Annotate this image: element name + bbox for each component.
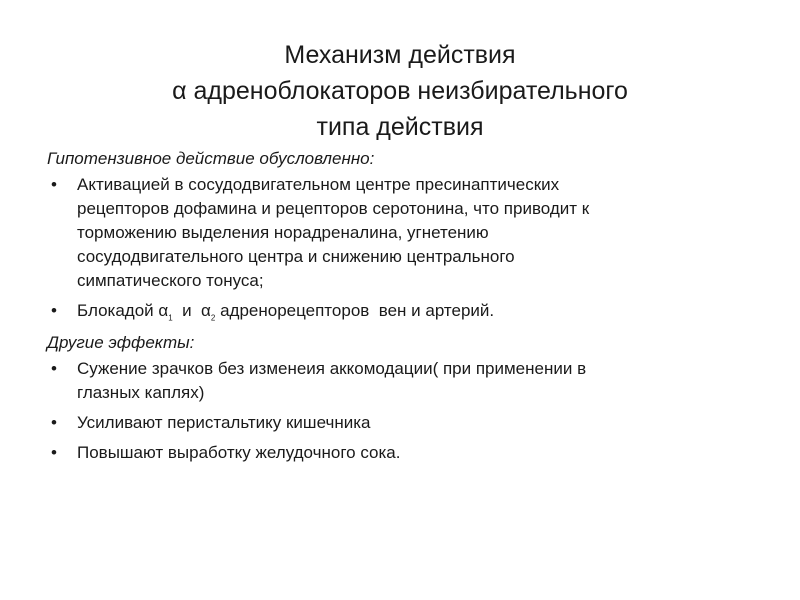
bullet-line: сосудодвигательного центра и снижению центрального	[77, 247, 515, 266]
bullet-line: Сужение зрачков без изменеия аккомодации( при применении в	[77, 359, 587, 378]
section-heading-other-effects: Другие эффекты:	[47, 333, 195, 352]
bullet-text-prefix: Блокадой α	[77, 301, 169, 320]
other-effects-list	[47, 357, 767, 465]
section-heading-hypotensive: Гипотензивное действие обусловленно:	[47, 149, 375, 168]
list-item	[47, 357, 767, 405]
bullet-line: торможению выделения норадреналина, угнетению	[77, 223, 489, 242]
hypotensive-list	[47, 173, 767, 323]
bullet-line: Активацией в сосудодвигательном центре пресинаптических	[77, 175, 560, 194]
list-item	[47, 173, 767, 293]
title-line-1: Механизм действия	[284, 40, 516, 69]
list-item: • Усиливают перистальтику кишечника	[47, 411, 767, 435]
subscript-1: 1	[168, 313, 173, 323]
slide-title	[90, 37, 710, 145]
subscript-2: 2	[210, 313, 216, 323]
bullet-text-suffix: адренорецепторов вен и артерий.	[215, 301, 495, 320]
slide-content	[47, 145, 767, 471]
bullet-line: симпатического тонуса;	[77, 271, 264, 290]
list-item: • Повышают выработку желудочного сока.	[47, 441, 767, 465]
title-line-3: типа действия	[316, 112, 484, 141]
bullet-line: рецепторов дофамина и рецепторов серотонина, что приводит к	[77, 199, 590, 218]
bullet-line: глазных каплях)	[77, 383, 205, 402]
bullet-text-middle: и α	[172, 301, 211, 320]
list-item	[47, 299, 767, 323]
title-line-2: α адреноблокаторов неизбирательного	[172, 76, 628, 105]
